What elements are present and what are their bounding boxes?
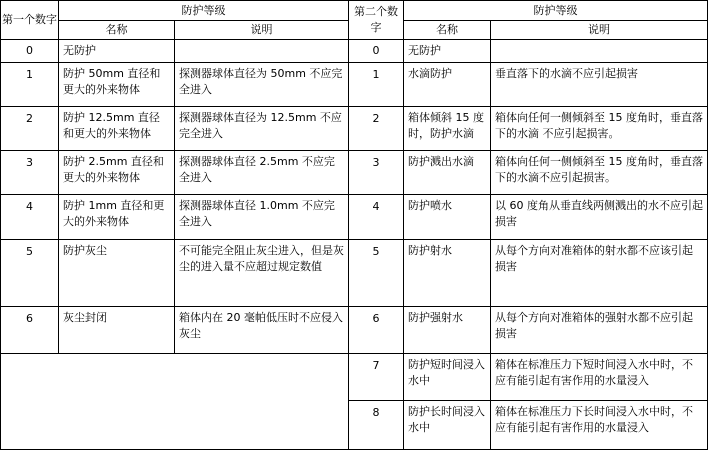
left-digit: 6	[1, 307, 59, 354]
left-desc: 探测器球体直径为 12.5mm 不应完全进入	[175, 107, 349, 151]
right-desc: 箱体向任何一侧倾斜至 15 度角时，垂直落下的水滴不应引起损害。	[491, 151, 708, 195]
right-name: 防护长时间浸入水中	[404, 401, 491, 450]
right-desc: 从每个方向对准箱体的强射水都不应引起损害	[491, 307, 708, 354]
table-row	[1, 240, 708, 307]
right-digit: 6	[349, 307, 404, 354]
right-name: 防护射水	[404, 240, 491, 307]
left-desc: 探测器球体直径 1.0mm 不应完全进入	[175, 195, 349, 240]
right-desc: 箱体向任何一侧倾斜至 15 度角时，垂直落下的水滴 不应引起损害。	[491, 107, 708, 151]
left-name: 防护 50mm 直径和更大的外来物体	[59, 63, 175, 107]
right-digit: 0	[349, 40, 404, 63]
right-name: 无防护	[404, 40, 491, 63]
left-digit: 1	[1, 63, 59, 107]
right-desc	[491, 40, 708, 63]
header-protection-level-right: 防护等级	[404, 1, 708, 21]
left-name: 防护 12.5mm 直径和更大的外来物体	[59, 107, 175, 151]
right-name: 箱体倾斜 15 度时，防护水滴	[404, 107, 491, 151]
right-digit: 2	[349, 107, 404, 151]
header-second-digit: 第二个数字	[349, 1, 404, 40]
left-desc	[175, 40, 349, 63]
left-desc: 探测器球体直径为 50mm 不应完全进入	[175, 63, 349, 107]
left-name: 防护 2.5mm 直径和更大的外来物体	[59, 151, 175, 195]
right-name: 防护喷水	[404, 195, 491, 240]
header-protection-level-left: 防护等级	[59, 1, 349, 21]
left-desc: 箱体内在 20 毫帕低压时不应侵入灰尘	[175, 307, 349, 354]
left-desc: 不可能完全阻止灰尘进入，但是灰尘的进入量不应超过规定数值	[175, 240, 349, 307]
table-row	[1, 107, 708, 151]
table-row	[1, 354, 708, 401]
right-digit: 3	[349, 151, 404, 195]
table-row	[1, 195, 708, 240]
left-desc: 探测器球体直径 2.5mm 不应完全进入	[175, 151, 349, 195]
left-digit: 0	[1, 40, 59, 63]
left-digit: 3	[1, 151, 59, 195]
right-name: 防护溅出水滴	[404, 151, 491, 195]
right-name: 防护短时间浸入水中	[404, 354, 491, 401]
table-row	[1, 151, 708, 195]
right-digit: 4	[349, 195, 404, 240]
right-digit: 1	[349, 63, 404, 107]
header-desc-right: 说明	[491, 21, 708, 40]
table-row	[1, 63, 708, 107]
left-name: 防护 1mm 直径和更大的外来物体	[59, 195, 175, 240]
left-name: 防护灰尘	[59, 240, 175, 307]
left-name: 无防护	[59, 40, 175, 63]
right-desc: 箱体在标准压力下长时间浸入水中时，不应有能引起有害作用的水量浸入	[491, 401, 708, 450]
header-row-1	[1, 1, 708, 21]
right-desc: 从每个方向对准箱体的射水都不应该引起损害	[491, 240, 708, 307]
left-digit: 2	[1, 107, 59, 151]
table-row	[1, 40, 708, 63]
right-name: 水滴防护	[404, 63, 491, 107]
right-desc: 箱体在标准压力下短时间浸入水中时，不应有能引起有害作用的水量浸入	[491, 354, 708, 401]
header-name-right: 名称	[404, 21, 491, 40]
right-desc: 垂直落下的水滴不应引起损害	[491, 63, 708, 107]
table-row	[1, 307, 708, 354]
right-digit: 7	[349, 354, 404, 401]
left-digit: 5	[1, 240, 59, 307]
empty-left-block	[1, 354, 349, 450]
left-name: 灰尘封闭	[59, 307, 175, 354]
right-digit: 5	[349, 240, 404, 307]
right-name: 防护强射水	[404, 307, 491, 354]
header-name-left: 名称	[59, 21, 175, 40]
left-digit: 4	[1, 195, 59, 240]
header-first-digit: 第一个数字	[1, 1, 59, 40]
header-desc-left: 说明	[175, 21, 349, 40]
right-digit: 8	[349, 401, 404, 450]
right-desc: 以 60 度角从垂直线两侧溅出的水不应引起损害	[491, 195, 708, 240]
